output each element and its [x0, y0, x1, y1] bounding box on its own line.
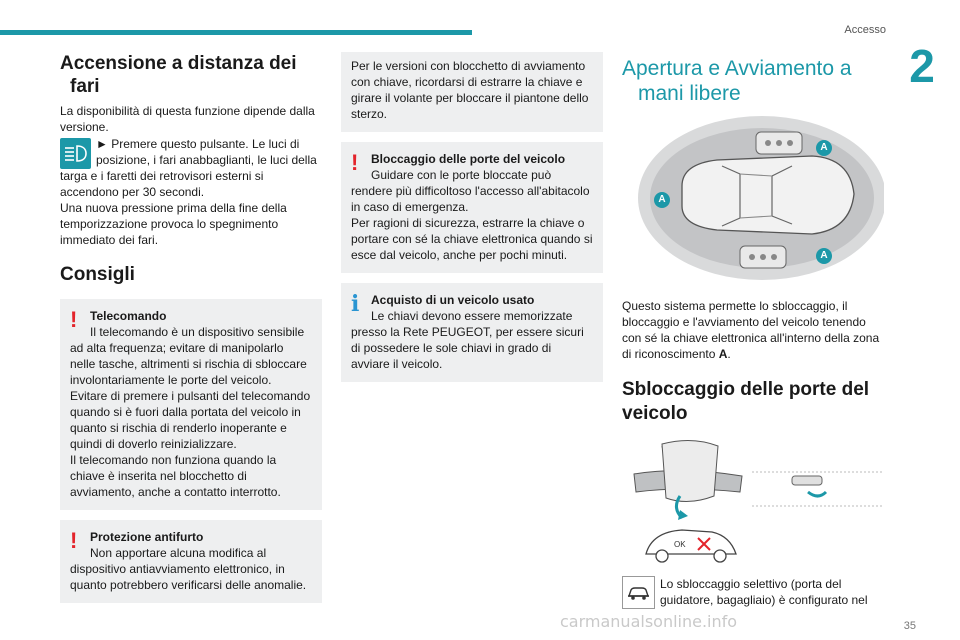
box-line: Non apportare alcuna modifica al: [90, 546, 267, 560]
warning-icon: !: [70, 307, 78, 332]
headlight-button-icon: [60, 138, 91, 169]
press-rest: targa e i faretti dei retrovisori esterni si accendono per 30 secondi.: [60, 169, 264, 199]
box-body: rendere più difficoltoso l'accesso all'abitacolo in caso di emergenza.: [351, 184, 590, 214]
box-line: Guidare con le porte bloccate può: [371, 168, 552, 182]
note-box-steering: [341, 52, 603, 132]
warning-box-antitheft: [60, 520, 322, 603]
box-body: presso la Rete PEUGEOT, per essere sicuri di possedere le sole chiavi in grado di avviare il veicolo.: [351, 325, 584, 371]
selective-unlocking: [622, 576, 884, 608]
warning-icon: !: [70, 528, 78, 553]
box-title: Telecomando: [90, 309, 167, 323]
intro-text: La disponibilità di questa funzione dipende dalla versione.: [60, 104, 315, 134]
car-settings-icon: [622, 576, 655, 609]
warning-box-locking: [341, 142, 603, 273]
title-unlocking: Sbloccaggio delle porte del veicolo: [622, 379, 870, 424]
section-name: Accesso: [844, 24, 886, 36]
box-body-3: Il telecomando non funziona quando la chiave è inserita nel blocchetto di avviamento, anche a contatto interrotto.: [70, 453, 281, 499]
title-handsfree: Apertura e Avviamento a mani libere: [622, 57, 852, 105]
press-instruction: [60, 136, 322, 200]
ok-label: OK: [674, 540, 686, 549]
info-icon: i: [351, 291, 360, 317]
title-remote-lights: Accensione a distanza dei fari: [60, 53, 297, 97]
box-title: Acquisto di un veicolo usato: [371, 293, 535, 307]
box-body: dispositivo antiavviamento elettronico, in quanto potrebbero verificarsi delle anomalie.: [70, 562, 307, 592]
box-body-2: Per ragioni di sicurezza, estrarre la chiave o portare con sé la chiave elettronica quando si esce dal veicolo, anche per pochi minuti.: [351, 216, 593, 262]
column-1: [60, 52, 322, 603]
second-press-text: Una nuova pressione prima della fine della temporizzazione provoca lo spegnimento immediato dei fari.: [60, 201, 287, 247]
page-number: 35: [903, 620, 916, 632]
watermark: carmanualsonline.info: [560, 612, 738, 631]
info-box-used-vehicle: [341, 283, 603, 382]
warning-icon: !: [351, 150, 359, 175]
selective-line-2: guidatore, bagagliaio) è configurato nel: [660, 593, 868, 607]
box-title: Bloccaggio delle porte del veicolo: [371, 152, 566, 166]
box-line: Il telecomando è un dispositivo sensibile: [90, 325, 305, 339]
selective-line-1: Lo sbloccaggio selettivo (porta del: [660, 577, 842, 591]
chapter-number: 2: [909, 40, 935, 92]
box-body-2: Evitare di premere i pulsanti del telecomando quando si è fuori dalla portata del veicolo in quanto si rischia di renderlo inoperante e quindi di doverlo reinizializzare.: [70, 389, 311, 451]
zone-a-marker: A: [654, 192, 670, 208]
header-accent-bar: [0, 30, 472, 35]
box-line: Le chiavi devono essere memorizzate: [371, 309, 573, 323]
zone-a-marker: A: [816, 140, 832, 156]
note-text: Per le versioni con blocchetto di avviamento con chiave, ricordarsi di estrarre la chiave e girare il volante per bloccare il piantone dello sterzo.: [351, 59, 589, 121]
recognition-zone-illustration: [622, 116, 884, 284]
press-line-1: ► Premere questo pulsante. Le luci di: [96, 137, 300, 151]
door-unlock-illustration: [622, 436, 884, 566]
advice-title: Consigli: [60, 264, 135, 285]
zone-a-marker: A: [816, 248, 832, 264]
column-3: [622, 56, 884, 608]
handsfree-description: Questo sistema permette lo sbloccaggio, il bloccaggio e l'avviamento del veicolo tenendo con sé la chiave elettronica all'interno della zona di riconoscimento A.: [622, 299, 880, 361]
column-2: [341, 52, 603, 382]
box-title: Protezione antifurto: [90, 530, 204, 544]
box-body: ad alta frequenza; evitare di manipolarlo nelle tasche, altrimenti si rischia di sbloccare involontariamente le porte del veicolo.: [70, 341, 307, 387]
warning-box-remote: [60, 299, 322, 510]
press-line-2: posizione, i fari anabbaglianti, le luci della: [96, 153, 317, 167]
